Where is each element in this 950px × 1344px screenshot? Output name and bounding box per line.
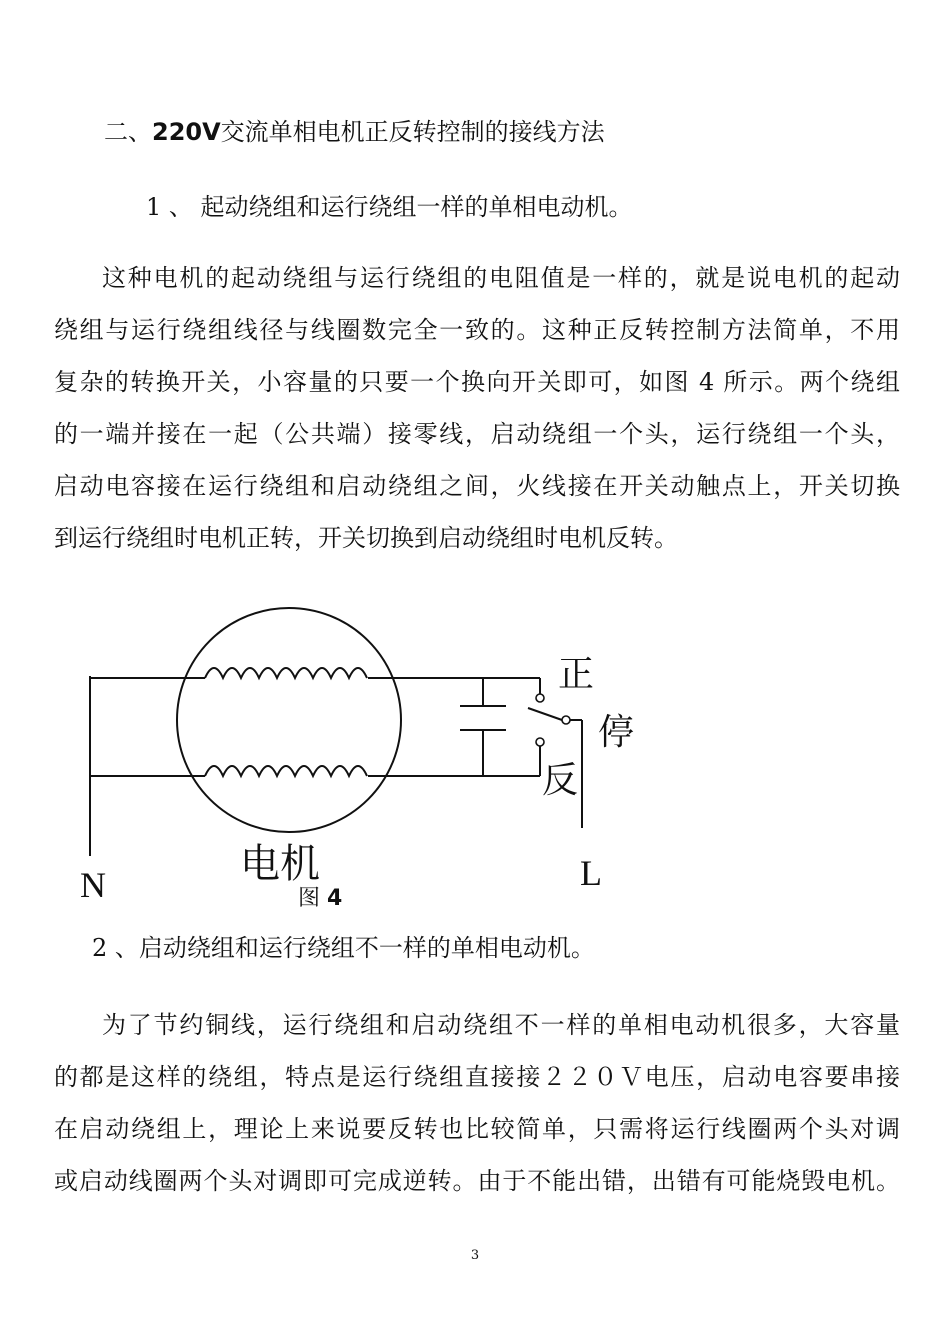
heading-voltage: 220V: [152, 118, 221, 146]
start-winding-coil: [205, 766, 367, 776]
paragraph-line: 为了节约铜线，运行绕组和启动绕组不一样的单相电动机很多，大容量: [102, 1011, 900, 1039]
paragraph-line: 启动电容接在运行绕组和启动绕组之间，火线接在开关动触点上，开关切换: [54, 472, 900, 500]
paragraph-1: [54, 263, 900, 575]
paragraph-line: 复杂的转换开关，小容量的只要一个换向开关即可，如图 4 所示。两个绕组: [54, 368, 900, 396]
heading-text: 交流单相电机正反转控制的接线方法: [220, 118, 605, 146]
motor-circle: [177, 608, 401, 832]
switch-contact-forward: [536, 694, 544, 702]
heading-prefix: 二、: [104, 118, 152, 146]
figure-caption-prefix: 图: [298, 886, 321, 911]
wiring-diagram: [70, 588, 660, 918]
figure-caption-number: 4: [327, 886, 343, 911]
label-motor: 电机: [240, 841, 320, 887]
paragraph-line: 这种电机的起动绕组与运行绕组的电阻值是一样的，就是说电机的起动: [102, 264, 900, 292]
section-heading: [104, 117, 605, 147]
paragraph-line: 或启动线圈两个头对调即可完成逆转。由于不能出错，出错有可能烧毁电机。: [54, 1167, 900, 1195]
label-line: L: [580, 853, 602, 893]
switch-contact-pivot: [562, 716, 570, 724]
subsection-2-title: 2 、启动绕组和运行绕组不一样的单相电动机。: [92, 934, 595, 962]
page-number: 3: [470, 1248, 480, 1263]
label-neutral: N: [80, 865, 106, 905]
subsection-1-title: 1 、 起动绕组和运行绕组一样的单相电动机。: [146, 193, 633, 221]
figure-caption: [298, 884, 342, 914]
paragraph-2: [54, 1010, 900, 1218]
label-forward: 正: [558, 654, 595, 695]
run-winding-coil: [205, 668, 367, 678]
paragraph-line: 的都是这样的绕组，特点是运行绕组直接接２２０Ｖ电压，启动电容要串接: [54, 1063, 900, 1091]
switch-contact-reverse: [536, 738, 544, 746]
paragraph-line: 到运行绕组时电机正转，开关切换到启动绕组时电机反转。: [54, 524, 678, 552]
label-stop: 停: [598, 712, 635, 753]
paragraph-line: 在启动绕组上，理论上来说要反转也比较简单，只需将运行线圈两个头对调: [54, 1115, 900, 1143]
label-reverse: 反: [542, 760, 579, 801]
switch-blade: [528, 708, 562, 720]
paragraph-line: 绕组与运行绕组线径与线圈数完全一致的。这种正反转控制方法简单，不用: [54, 316, 900, 344]
paragraph-line: 的一端并接在一起（公共端）接零线，启动绕组一个头，运行绕组一个头，: [54, 420, 900, 448]
